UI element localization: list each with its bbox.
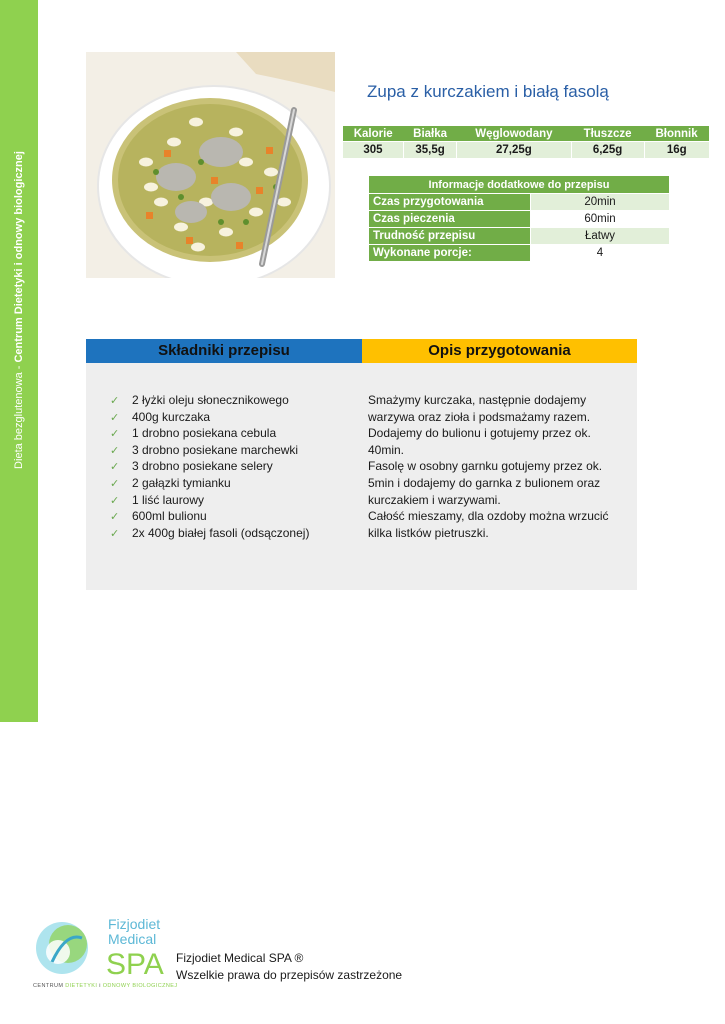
info-header-row <box>369 176 669 194</box>
info-row <box>369 194 669 211</box>
sidebar-caption <box>13 151 25 469</box>
info-label: Wykonane porcje: <box>369 245 531 262</box>
logo-tag-part: i <box>97 983 103 989</box>
preparation-line: kurczakiem i warzywami. <box>368 492 501 507</box>
list-item <box>110 458 309 475</box>
preparation-line: Smażymy kurczaka, następnie dodajemy <box>368 393 587 407</box>
ingredient-text: 2 gałązki tymianku <box>132 475 231 490</box>
info-label: Czas pieczenia <box>369 211 531 228</box>
preparation-text <box>368 392 630 541</box>
info-label: Czas przygotowania <box>369 194 531 211</box>
nutrition-value-row <box>343 142 709 159</box>
footer-rights: Wszelkie prawa do przepisów zastrzeżone <box>176 968 403 982</box>
list-item <box>110 392 309 409</box>
nutrition-header: Kalorie <box>343 126 403 142</box>
info-row <box>369 228 669 245</box>
checkmark-icon: ✓ <box>110 411 120 424</box>
ingredients-list <box>110 392 309 541</box>
brand-logo <box>32 912 172 994</box>
ingredient-text: 3 drobno posiekane marchewki <box>132 442 299 457</box>
preparation-line: 40min. <box>368 442 405 457</box>
list-item <box>110 425 309 442</box>
nutrition-header: Białka <box>403 126 456 142</box>
logo-tag-part: ODNOWY BIOLOGICZNEJ <box>102 983 178 989</box>
checkmark-icon: ✓ <box>110 511 120 524</box>
nutrition-table <box>343 126 709 158</box>
checkmark-icon: ✓ <box>110 444 120 457</box>
sidebar-caption-normal: Dieta bezglutenowa - <box>13 362 25 469</box>
ingredient-text: 2 łyżki oleju słonecznikowego <box>132 393 289 407</box>
preparation-line: kilka listków pietruszki. <box>368 525 489 540</box>
checkmark-icon: ✓ <box>110 395 120 407</box>
preparation-heading: Opis przygotowania <box>362 339 637 363</box>
checkmark-icon: ✓ <box>110 477 120 490</box>
info-value: 4 <box>531 245 670 262</box>
info-header: Informacje dodatkowe do przepisu <box>369 176 669 194</box>
nutrition-header: Tłuszcze <box>571 126 644 142</box>
nutrition-value: 6,25g <box>571 142 644 159</box>
footer-company: Fizjodiet Medical SPA ® <box>176 951 304 965</box>
ingredient-text: 600ml bulionu <box>132 509 207 524</box>
list-item <box>110 492 309 509</box>
soup-photo <box>86 52 335 278</box>
list-item <box>110 475 309 492</box>
logo-tag-part: DIETETYKI <box>65 983 98 989</box>
ingredient-text: 3 drobno posiekane selery <box>132 459 273 474</box>
info-table <box>369 176 669 261</box>
nutrition-value: 305 <box>343 142 403 159</box>
info-value: 60min <box>531 211 670 228</box>
checkmark-icon: ✓ <box>110 494 120 507</box>
nutrition-header: Błonnik <box>644 126 709 142</box>
nutrition-value: 27,25g <box>457 142 571 159</box>
checkmark-icon: ✓ <box>110 461 120 474</box>
list-item <box>110 442 309 459</box>
info-value: 20min <box>531 194 670 211</box>
ingredients-heading: Składniki przepisu <box>86 339 362 363</box>
list-item <box>110 525 309 542</box>
logo-line2: Medical <box>108 931 157 947</box>
checkmark-icon: ✓ <box>110 428 120 441</box>
nutrition-value: 35,5g <box>403 142 456 159</box>
info-value: Łatwy <box>531 228 670 245</box>
sidebar-band <box>0 0 38 722</box>
preparation-line: warzywa oraz zioła i podsmażamy razem. <box>368 409 591 424</box>
logo-line1: Fizjodiet <box>108 916 161 932</box>
nutrition-header: Węglowodany <box>457 126 571 142</box>
info-label: Trudność przepisu <box>369 228 531 245</box>
logo-tag-part: CENTRUM <box>33 983 66 989</box>
preparation-line: Całość mieszamy, dla ozdoby można wrzucić <box>368 509 609 524</box>
preparation-line: Fasolę w osobny garnku gotujemy przez ok. <box>368 459 603 474</box>
list-item <box>110 409 309 426</box>
nutrition-value: 16g <box>644 142 709 159</box>
recipe-title: Zupa z kurczakiem i białą fasolą <box>367 82 609 101</box>
checkmark-icon: ✓ <box>110 527 120 540</box>
footer <box>176 950 402 984</box>
info-row <box>369 211 669 228</box>
list-item <box>110 508 309 525</box>
ingredient-text: 400g kurczaka <box>132 409 211 424</box>
ingredient-text: 2x 400g białej fasoli (odsączonej) <box>132 525 310 540</box>
preparation-line: 5min i dodajemy do garnka z bulionem oraz <box>368 475 601 490</box>
ingredient-text: 1 liść laurowy <box>132 492 205 507</box>
ingredient-text: 1 drobno posiekana cebula <box>132 426 277 441</box>
info-row <box>369 245 669 262</box>
logo-tagline <box>33 983 177 989</box>
sidebar-caption-bold: Centrum Dietetyki i odnowy biologicznej <box>13 151 25 363</box>
logo-line3: SPA <box>106 948 164 981</box>
nutrition-header-row <box>343 126 709 142</box>
preparation-line: Dodajemy do bulionu i gotujemy przez ok. <box>368 426 591 441</box>
